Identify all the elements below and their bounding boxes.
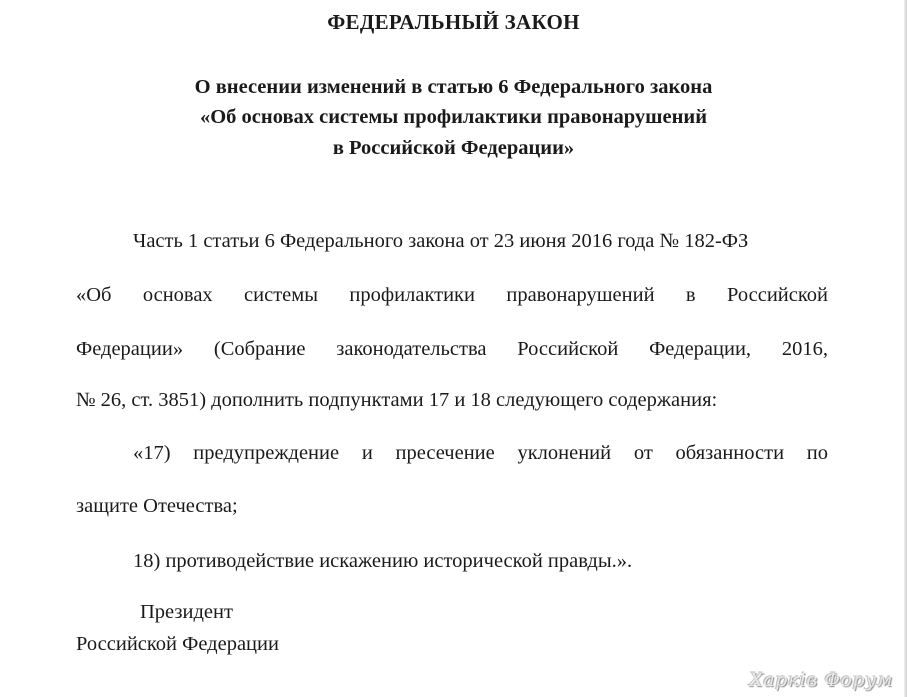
document-title: ФЕДЕРАЛЬНЫЙ ЗАКОН [327,10,580,34]
paragraph-line-4: № 26, ст. 3851) дополнить подпунктами 17 и 18 следующего содержания: [76,389,718,411]
subtitle-line-1: О внесении изменений в статью 6 Федерального закона [194,76,713,98]
subtitle-line-2: «Об основах системы профилактики правонарушений [199,106,707,128]
signature-subtitle: Российской Федерации [76,633,279,655]
paragraph-line-1: Часть 1 статьи 6 Федерального закона от 23 июня 2016 года № 182-ФЗ [133,230,749,252]
subtitle-line-3: в Российской Федерации» [332,137,575,159]
item-18: 18) противодействие искажению исторической правды.». [133,550,633,572]
signature-title: Президент [140,601,233,623]
watermark-logo: Харків Форум [749,669,893,691]
item-17-line-2: защите Отечества; [76,495,238,517]
paragraph-line-2: «Об основах системы профилактики правонарушений в Российской [76,284,828,306]
item-17-line-1: «17) предупреждение и пресечение уклонений от обязанности по [133,442,828,464]
paragraph-line-3: Федерации» (Собрание законодательства Российской Федерации, 2016, [76,338,828,360]
